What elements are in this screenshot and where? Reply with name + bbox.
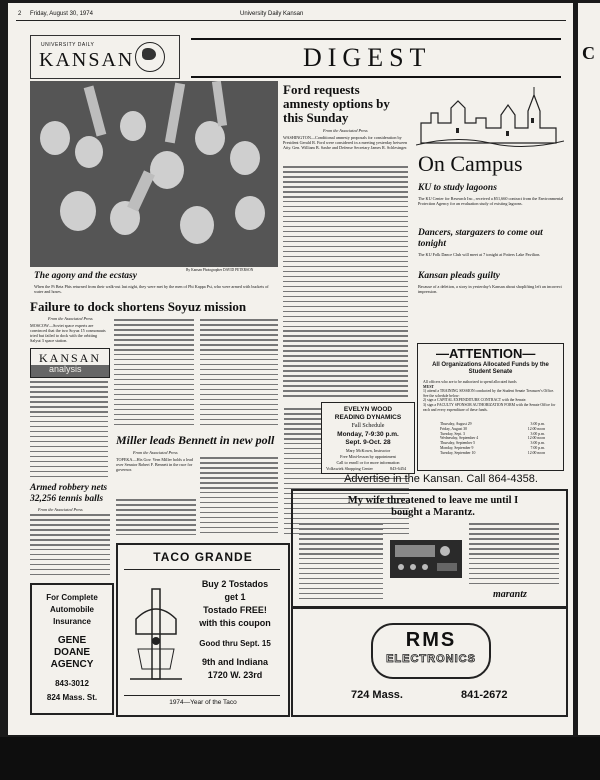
marantz-col1: [299, 523, 383, 601]
miller-headline: Miller leads Bennett in new poll: [116, 433, 275, 447]
adjacent-page-letter: C: [582, 43, 595, 63]
evelyn-l4: Monday, 7-9:30 p.m.: [337, 431, 399, 438]
marantz-headline: My wife threatened to leave me until I bought a Marantz.: [347, 495, 519, 518]
masthead-org: UNIVERSITY DAILY: [41, 42, 95, 48]
evelyn-l7: Free Mini-lesson by appointment: [340, 454, 396, 459]
marantz-ad: [291, 489, 568, 608]
pleads-headline: Kansan pleads guilty: [418, 271, 500, 281]
paper-name: University Daily Kansan: [240, 11, 304, 17]
insurance-l6: AGENCY: [50, 659, 94, 670]
taco-name: TACO GRANDE: [153, 550, 253, 564]
on-campus-title: On Campus: [418, 151, 523, 176]
soyuz-byline: From the Associated Press: [48, 316, 93, 321]
insurance-l5: DOANE: [53, 647, 91, 658]
robbery-byline: From the Associated Press: [38, 507, 83, 512]
dancers-headline: Dancers, stargazers to come out tonight: [418, 228, 543, 249]
photo-caption: When the Pi Beta Phis returned from their walk-out last night, they were met by the men of Phi Kappa Psi, who were armed with buckets of water and hoses.: [34, 284, 269, 294]
marantz-brand: marantz: [493, 589, 527, 600]
newspaper-page: [8, 3, 573, 735]
crowd-photo: [30, 81, 278, 267]
analysis-kansan: KANSAN: [39, 351, 102, 365]
taco-l7: 1720 W. 23rd: [207, 670, 263, 680]
taco-l6: 9th and Indiana: [201, 657, 268, 667]
robbery-body: [30, 514, 110, 580]
stereo-receiver-illustration: [389, 539, 463, 579]
adjacent-page-edge: [578, 3, 600, 735]
taco-l4: with this coupon: [199, 618, 271, 628]
rms-name: RMS: [405, 629, 457, 651]
soyuz-col3: [200, 319, 278, 429]
miller-byline: From the Associated Press: [133, 450, 178, 455]
photo-credit: By Kansan Photographer DAVID PETERSON: [186, 268, 254, 272]
taco-l3: Tostado FREE!: [203, 605, 267, 615]
campus-skyline-illustration: [416, 83, 564, 153]
attention-ad: [417, 343, 564, 471]
evelyn-l2: READING DYNAMICS: [334, 414, 402, 421]
soyuz-col1: [30, 381, 108, 479]
taco-footer: 1974—Year of the Taco: [169, 699, 237, 706]
digest-title: DIGEST: [303, 43, 432, 72]
lagoons-text: The KU Center for Research Inc., received a $51,660 contract from the Environmental Protection Agency for an evaluation study of existing lagoons.: [418, 196, 564, 206]
rms-addr: 724 Mass.: [351, 689, 403, 701]
evelyn-l6: Mary McKown, Instructor: [345, 448, 391, 453]
insurance-ad: [30, 583, 114, 715]
rms-electronics-ad: [291, 607, 568, 717]
taco-l1: Buy 2 Tostados: [201, 579, 269, 589]
insurance-l3: Insurance: [53, 617, 91, 626]
ford-byline: From the Associated Press: [323, 128, 368, 133]
soyuz-headline: Failure to dock shortens Soyuz mission: [30, 299, 247, 314]
insurance-addr: 824 Mass. St.: [46, 693, 98, 702]
taco-grande-ad: [116, 543, 290, 717]
miller-col1: [116, 499, 196, 539]
kansan-analysis-label: [30, 348, 110, 378]
page-date: Friday, August 30, 1974: [30, 11, 93, 17]
attention-subtitle: All Organizations Allocated Funds by the Student Senate: [432, 362, 549, 375]
ford-dateline: WASHINGTON—Conditional amnesty proposals for consideration by President Gerald R. Ford were considered in a meeting yesterday between Atty. Gen. William B. Saxbe and Defense Secretary James R. Schlesinger.: [283, 135, 408, 150]
insurance-l4: GENE: [57, 635, 87, 646]
evelyn-wood-ad: [321, 402, 415, 474]
ford-body: [283, 166, 408, 404]
masthead-name: KANSAN: [39, 49, 135, 71]
attention-title: —ATTENTION—: [436, 346, 536, 361]
evelyn-l1: EVELYN WOOD: [343, 406, 393, 413]
rms-logo-oval: [371, 623, 491, 679]
ford-headline: Ford requests amnesty options by this Sunday: [283, 82, 390, 125]
miller-col2: [200, 457, 278, 537]
lagoons-headline: KU to study lagoons: [418, 183, 497, 193]
evelyn-l3: Fall Schedule: [351, 423, 385, 429]
soyuz-dateline: MOSCOW—Soviet space experts are convinced that the two Soyuz 15 cosmonauts tried but failed to dock with the orbiting Salyut 3 space station.: [30, 323, 106, 343]
globe-icon: [135, 42, 165, 72]
insurance-phone: 843-3012: [55, 679, 89, 688]
attention-schedule: Thursday, August 29 3:00 p.m. Friday, August 30 12:00 noon Tuesday, Sept. 3 3:00 p.m. Wednesday, September 4 12:00 noon Thursday, September 5 3:00 p.m. Monday, September 9 7:00 p.m. Tuesday, September 10 12:00 noon: [440, 422, 545, 455]
advertise-line: Advertise in the Kansan. Call 864-4358.: [344, 473, 538, 485]
analysis-word: analysis: [49, 364, 82, 374]
attention-body: All officers who are to be authorized to spend allocated funds MUST 1) attend a TRAINING SESSION conducted by the Student Senate Treasurer's Office. See the schedule below: 2) sign a CAPITAL EXPENDITURE CONTRACT with the Senate. 3) sign a FACULTY SPONSOR AUTHORIZATION FORM with the Senate Office for each and every expenditure of these funds.: [423, 380, 556, 412]
digest-banner: [191, 38, 561, 78]
taco-l5: Good thru Sept. 15: [199, 639, 271, 648]
page-number: 2: [18, 11, 22, 17]
taco-l2: get 1: [224, 592, 246, 602]
kansan-masthead: [30, 35, 180, 79]
evelyn-l9: Volkswiek Shopping Center: [326, 466, 373, 471]
pleads-text: Because of a deletion, a story in yesterday's Kansan about shoplifting left an incorrect impression.: [418, 284, 562, 294]
miller-dateline: TOPEKA—His Gov. Vern Miller holds a lead over Senator Robert F. Bennett in the race for governor.: [116, 457, 193, 472]
rms-phone: 841-2672: [461, 689, 508, 701]
photo-caption-head: The agony and the ecstasy: [34, 271, 137, 281]
header-rule: [16, 20, 566, 21]
evelyn-phone: 843-6454: [390, 466, 407, 471]
dancers-text: The KU Folk Dance Club will meet at 7 tonight at Potters Lake Pavilion.: [418, 252, 541, 257]
soyuz-col2: [114, 319, 194, 429]
insurance-l1: For Complete: [46, 593, 98, 602]
rms-sub: ELECTRONICS: [386, 653, 476, 665]
taco-bell-illustration: [126, 579, 186, 689]
insurance-l2: Automobile: [50, 605, 94, 614]
evelyn-l8: Call to enroll or for more information: [336, 460, 400, 465]
robbery-headline: Armed robbery nets 32,256 tennis balls: [30, 483, 108, 504]
marantz-col2: [469, 523, 559, 587]
evelyn-l5: Sept. 9-Oct. 28: [345, 439, 391, 446]
scan-background: [0, 737, 600, 780]
